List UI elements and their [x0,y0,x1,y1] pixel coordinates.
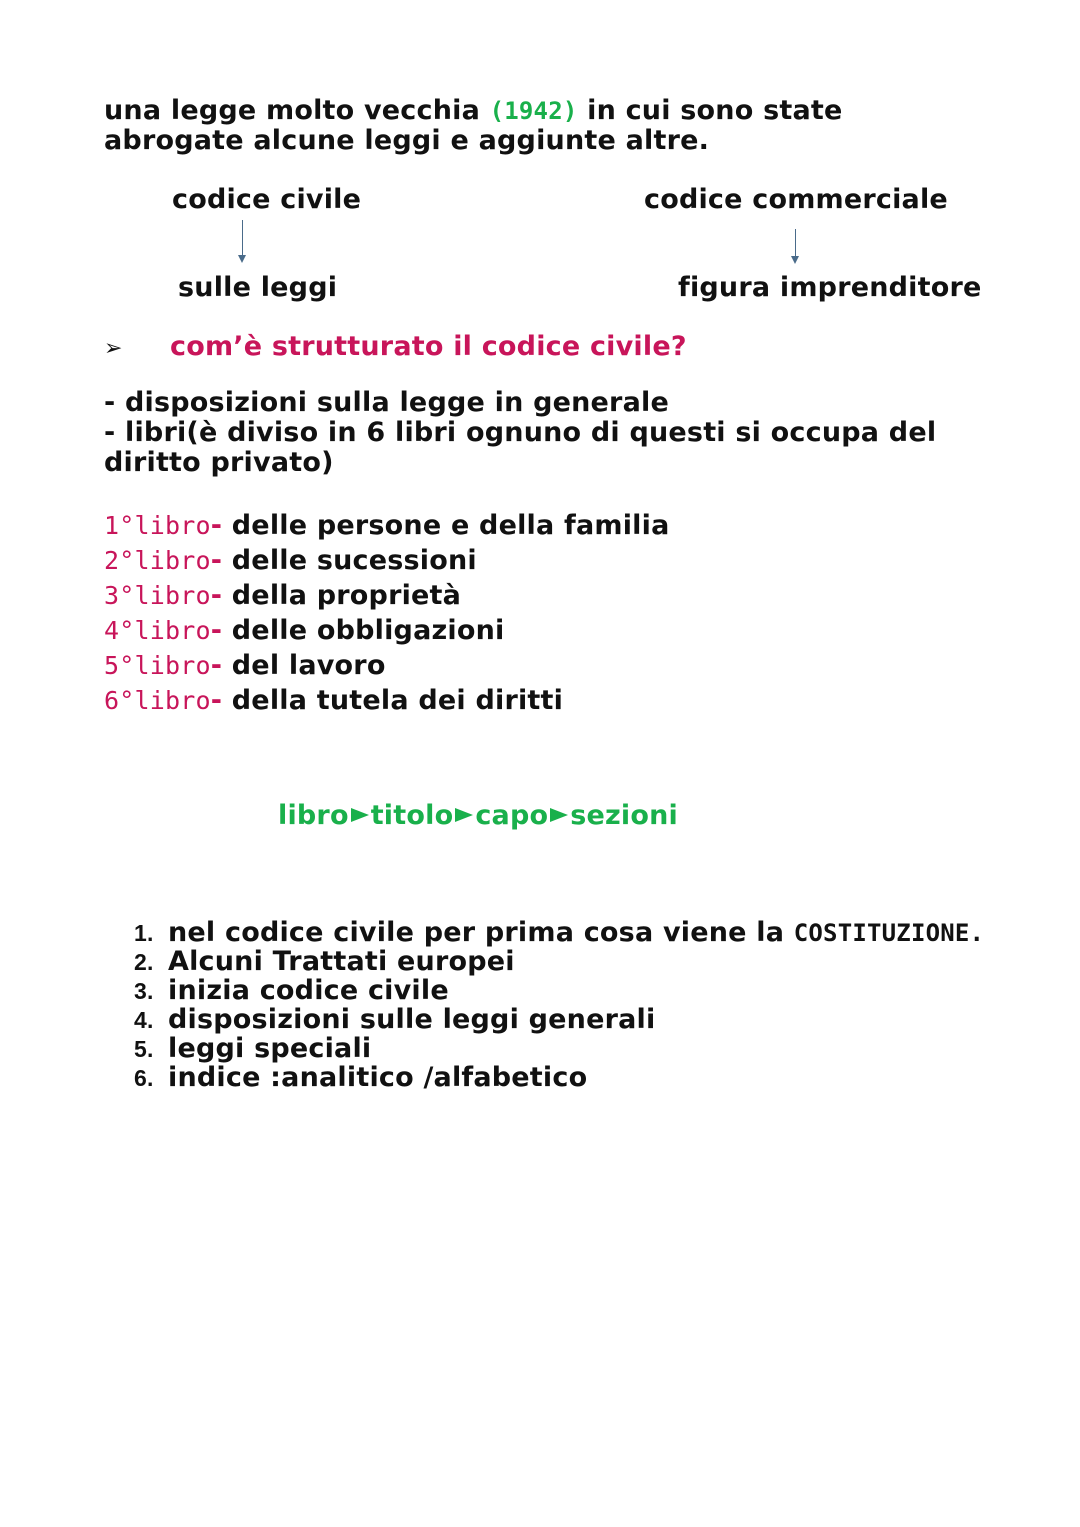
list-item: 3°libro- della proprietà [104,580,462,611]
codice-civile-subject: sulle leggi [178,272,338,303]
codice-commerciale-subject: figura imprenditore [678,272,982,303]
step-number: 1. [134,920,154,946]
books-list [104,508,670,718]
disposition-item: - libri(è diviso in 6 libri ognuno di questi si occupa del diritto privato) [104,417,937,478]
section-question: com’è strutturato il codice civile? [170,331,687,362]
step-text: leggi speciali [168,1033,372,1064]
book-title: della tutela dei diritti [231,685,564,716]
list-item: 2°libro- delle sucessioni [104,545,477,576]
triangle-right-icon [550,808,568,822]
bullet-arrow-icon: ➢ [104,336,123,361]
step-number: 2. [134,949,154,975]
codice-civile-arrow-line [242,220,243,256]
step-number: 6. [134,1065,154,1091]
book-number: 2°libro [104,546,211,575]
step-number: 4. [134,1007,154,1033]
hierarchy-titolo: titolo [370,800,454,831]
list-item: 6°libro- della tutela dei diritti [104,685,564,716]
steps-list [134,918,984,1092]
hierarchy-capo: capo [475,800,549,831]
intro-year: (1942) [489,97,578,125]
step-text: indice :analitico /alfabetico [168,1062,588,1093]
step-text: Alcuni Trattati europei [168,946,515,977]
list-item [134,918,984,947]
list-item: 1°libro- delle persone e della familia [104,510,670,541]
list-item [134,1063,984,1092]
step-number: 5. [134,1036,154,1062]
hierarchy-sezioni: sezioni [570,800,679,831]
hierarchy-chain [278,800,678,831]
step-number: 3. [134,978,154,1004]
step-text: nel codice civile per prima cosa viene la [168,917,794,948]
dispositions [104,388,984,478]
book-title: delle obbligazioni [231,615,505,646]
step-emphasis: COSTITUZIONE. [793,919,985,947]
step-text: disposizioni sulle leggi generali [168,1004,656,1035]
step-text: inizia codice civile [168,975,449,1006]
book-title: delle sucessioni [231,545,477,576]
codice-civile-title: codice civile [172,184,362,215]
list-item [134,1005,984,1034]
book-title: del lavoro [231,650,386,681]
book-number: 1°libro [104,511,211,540]
arrow-down-icon [238,255,246,263]
triangle-right-icon [351,808,369,822]
intro-paragraph [104,96,984,156]
triangle-right-icon [455,808,473,822]
intro-text-before: una legge molto vecchia [104,95,490,126]
list-item [134,947,984,976]
disposition-item: - disposizioni sulla legge in generale [104,387,669,418]
arrow-down-icon [791,256,799,264]
codice-commerciale-title: codice commerciale [644,184,948,215]
hierarchy-libro: libro [278,800,349,831]
list-item [134,976,984,1005]
codice-commerciale-arrow-line [795,229,796,257]
book-number: 4°libro [104,616,211,645]
book-number: 5°libro [104,651,211,680]
book-number: 6°libro [104,686,211,715]
list-item: 4°libro- delle obbligazioni [104,615,505,646]
book-title: delle persone e della familia [231,510,670,541]
list-item: 5°libro- del lavoro [104,650,386,681]
book-number: 3°libro [104,581,211,610]
list-item [134,1034,984,1063]
intro-text-after: in cui sono state abrogate alcune leggi e aggiunte altre. [104,95,843,156]
book-title: della proprietà [231,580,462,611]
